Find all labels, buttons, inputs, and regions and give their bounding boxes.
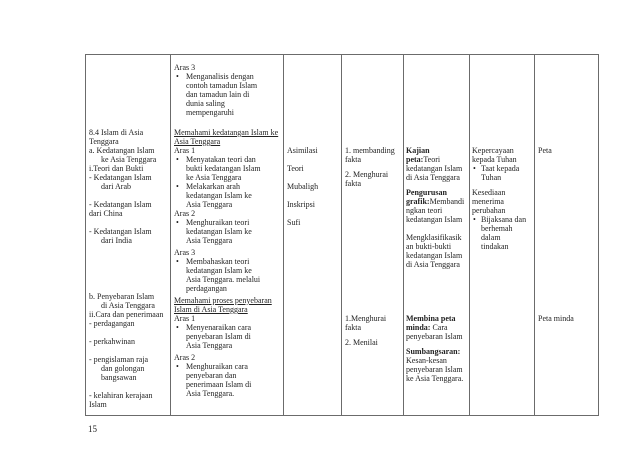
- objective-bullet: [174, 362, 282, 398]
- topic-line: ke Asia Tenggara: [101, 155, 157, 164]
- activity-line: ke Asia Tenggara.: [406, 374, 464, 383]
- skill-line: fakta: [345, 179, 361, 188]
- value-bullet: [472, 164, 534, 182]
- topic-line: dari China: [89, 209, 123, 218]
- bullet-line: contoh tamadun Islam: [186, 81, 258, 90]
- topic-line: - perdagangan: [89, 319, 135, 328]
- bullet-line: • Menyatakan teori dan: [186, 155, 256, 164]
- objective-bullet: [174, 182, 282, 209]
- objective-title: Asia Tenggara: [174, 137, 221, 146]
- activity-line: kedatangan Islam: [406, 215, 463, 224]
- aras1-label: Aras 1: [174, 146, 196, 155]
- bullet-line: • Melakarkan arah: [186, 182, 240, 191]
- concept-item: Asimilasi: [287, 146, 318, 155]
- activity-heading: grafik:: [406, 197, 430, 206]
- row2-teaching-aid-cell: [538, 146, 596, 155]
- bullet-line: kedatangan Islam ke: [186, 191, 252, 200]
- activity-line: penyebaran Islam: [406, 365, 463, 374]
- bullet-line: kedatangan Islam ke: [186, 266, 252, 275]
- value-line: perubahan: [472, 206, 506, 215]
- bullet-line: ke Asia Tenggara: [186, 173, 242, 182]
- bullet-line: Asia Tenggara.: [186, 389, 235, 398]
- topic-line: bangsawan: [101, 373, 137, 382]
- activity-line: an bukti-bukti: [406, 242, 452, 251]
- topic-line: Tenggara: [89, 137, 119, 146]
- activity-line: di Asia Tenggara: [406, 173, 460, 182]
- bullet-line: Tuhan: [481, 173, 502, 182]
- bullet-line: Asia Tenggara: [186, 341, 233, 350]
- skill-line: 1. membanding: [345, 146, 395, 155]
- activity-line: ngkan teori: [406, 206, 443, 215]
- aras3-label: Aras 3: [174, 248, 196, 257]
- activity-line: Membandi: [429, 197, 465, 206]
- objective-bullet: [174, 218, 282, 245]
- bullet-line: dan tamadun lain di: [186, 90, 250, 99]
- objective-title: Memahami kedatangan Islam ke: [174, 128, 279, 137]
- skill-line: 2. Menghurai: [345, 170, 389, 179]
- activity-line: Mengklasifikasik: [406, 233, 462, 242]
- skill-line: 2. Menilai: [345, 338, 378, 347]
- activity-heading: Sumbangsaran:: [406, 347, 461, 356]
- topic-line: a. Kedatangan Islam: [89, 146, 155, 155]
- topic-line: - Kedatangan Islam: [89, 173, 152, 182]
- activity-line: Kesan-kesan: [406, 356, 447, 365]
- row2-values-cell: [472, 146, 534, 251]
- row2-objectives-cell: [174, 128, 282, 293]
- activity-line: kedatangan Islam: [406, 164, 463, 173]
- concept-item: Teori: [287, 164, 304, 173]
- row3-objectives-cell: [174, 296, 282, 398]
- topic-line: dari Arab: [101, 182, 131, 191]
- bullet-line: kedatangan Islam ke: [186, 227, 252, 236]
- objective-bullet: [174, 323, 282, 350]
- row3-topic-cell: [89, 292, 169, 409]
- bullet-line: berhemah dalam: [481, 224, 513, 242]
- row2-concepts-cell: [287, 146, 339, 227]
- topic-line: b. Penyebaran Islam: [89, 292, 155, 301]
- teaching-aid: Peta minda: [538, 314, 574, 323]
- bullet-line: • Menyenaraikan cara: [186, 323, 252, 332]
- row2-activities-cell: [406, 146, 468, 269]
- row2-topic-cell: [89, 128, 169, 245]
- topic-line: 8.4 Islam di Asia: [89, 128, 144, 137]
- row3-teaching-aid-cell: [538, 314, 596, 323]
- bullet-line: dunia saling: [186, 99, 225, 108]
- topic-line: - perkahwinan: [89, 337, 135, 346]
- bullet-line: • Bijaksana dan: [481, 215, 527, 224]
- bullet-line: tindakan: [481, 242, 509, 251]
- value-line: menerima: [472, 197, 504, 206]
- bullet-line: • Menghuraikan teori: [186, 218, 250, 227]
- bullet-line: • Menganalisis dengan: [186, 72, 254, 81]
- bullet-line: • Menghuraikan cara: [186, 362, 248, 371]
- concept-item: Inskripsi: [287, 200, 315, 209]
- bullet-line: penyebaran dan: [186, 371, 237, 380]
- row3-skills-cell: [345, 314, 401, 347]
- value-line: Kepercayaan: [472, 146, 514, 155]
- topic-line: - kelahiran kerajaan: [89, 391, 153, 400]
- activity-line: Cara: [432, 323, 448, 332]
- bullet-line: Asia Tenggara: [186, 236, 233, 245]
- topic-line: dari India: [101, 236, 132, 245]
- activity-heading: Membina peta: [406, 314, 456, 323]
- topic-line: Islam: [89, 400, 107, 409]
- topic-line: - pengislaman raja: [89, 355, 149, 364]
- activity-line: di Asia Tenggara: [406, 260, 460, 269]
- activity-heading: Pengurusan: [406, 188, 447, 197]
- aras2-label: Aras 2: [174, 353, 196, 362]
- objective-title: Memahami proses penyebaran: [174, 296, 272, 305]
- skill-line: fakta: [345, 323, 361, 332]
- bullet-line: Asia Tenggara: [186, 200, 233, 209]
- aras3-label: Aras 3: [174, 63, 196, 72]
- bullet-line: penerimaan Islam di: [186, 380, 252, 389]
- objective-bullet: [174, 257, 282, 293]
- bullet-line: bukti kedatangan Islam: [186, 164, 261, 173]
- concept-item: Mubaligh: [287, 182, 319, 191]
- activity-heading: minda:: [406, 323, 431, 332]
- aras2-label: Aras 2: [174, 209, 196, 218]
- row3-activities-cell: [406, 314, 468, 383]
- objective-bullet: [174, 155, 282, 182]
- row2-skills-cell: [345, 146, 401, 188]
- topic-line: - Kedatangan Islam: [89, 227, 152, 236]
- activity-line: penyebaran Islam: [406, 332, 463, 341]
- topic-line: ii.Cara dan penerimaan: [89, 310, 164, 319]
- bullet-line: • Membahaskan teori: [186, 257, 250, 266]
- topic-line: di Asia Tenggara: [101, 301, 155, 310]
- aras1-label: Aras 1: [174, 314, 196, 323]
- activity-line: kedatangan Islam: [406, 251, 463, 260]
- skill-line: 1.Menghurai: [345, 314, 387, 323]
- topic-line: - Kedatangan Islam: [89, 200, 152, 209]
- skill-line: fakta: [345, 155, 361, 164]
- page-number: 15: [88, 424, 97, 434]
- activity-line: Teori: [423, 155, 441, 164]
- topic-line: dan golongan: [101, 364, 145, 373]
- bullet-line: perdagangan: [186, 284, 227, 293]
- objective-bullet: [174, 72, 280, 117]
- activity-heading: Kajian: [406, 146, 430, 155]
- value-line: Kesediaan: [472, 188, 506, 197]
- bullet-line: mempengaruhi: [186, 108, 234, 117]
- concept-item: Sufi: [287, 218, 301, 227]
- value-line: kepada Tuhan: [472, 155, 517, 164]
- teaching-aid: Peta: [538, 146, 552, 155]
- topic-line: i.Teori dan Bukti: [89, 164, 144, 173]
- bullet-line: Asia Tenggara. melalui: [186, 275, 261, 284]
- value-bullet: [472, 215, 534, 251]
- bullet-line: penyebaran Islam di: [186, 332, 251, 341]
- activity-heading: peta:: [406, 155, 424, 164]
- row1-objectives-cell: [174, 63, 280, 117]
- bullet-line: • Taat kepada: [481, 164, 520, 173]
- objective-title: Islam di Asia Tenggara: [174, 305, 248, 314]
